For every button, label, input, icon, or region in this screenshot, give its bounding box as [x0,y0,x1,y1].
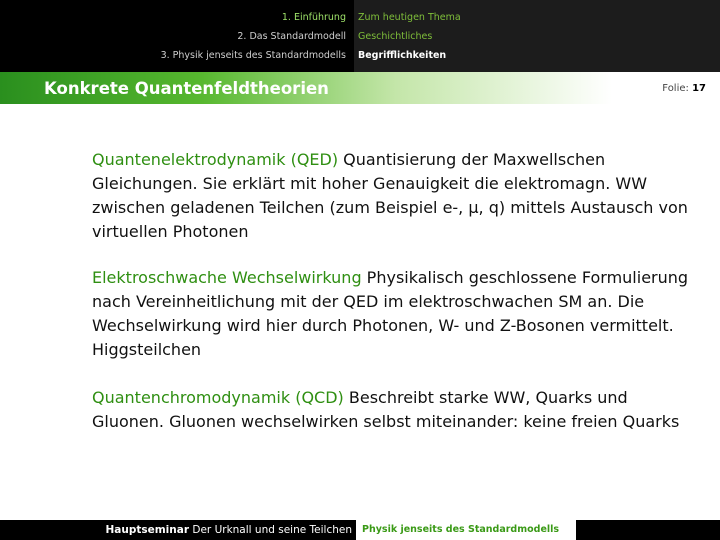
slide-number-value: 17 [692,83,706,94]
definition-paragraph [92,148,692,244]
definition-term: Quantenchromodynamik (QCD) [92,388,344,407]
slide-body [92,148,692,458]
footer-topic-box [356,520,576,540]
footer-seminar-title: Der Urknall und seine Teilchen [192,524,352,536]
definition-term: Elektroschwache Wechselwirkung [92,268,362,287]
subsection-nav-item-3[interactable]: Begrifflichkeiten [358,50,447,61]
subsection-nav-item-1[interactable]: Zum heutigen Thema [358,12,461,23]
title-bar [0,72,720,104]
definition-paragraph [92,386,692,434]
section-nav-item-3[interactable]: 3. Physik jenseits des Standardmodells [160,50,346,61]
definition-text: Physikalisch geschlossene Formulierung nach Vereinheitlichung mit der QED im elektroschwachen SM an. Die Wechselwirkung wird hier durch Photonen, W- und Z-Bosonen vermittelt. Higgsteilchen [92,268,689,359]
subsection-nav-item-2[interactable]: Geschichtliches [358,31,433,42]
footer-topic: Physik jenseits des Standardmodells [362,524,560,535]
footer-seminar-label: Hauptseminar [105,524,190,536]
slide-title: Konkrete Quantenfeldtheorien [44,79,329,98]
section-nav [0,0,354,72]
section-nav-item-1[interactable]: 1. Einführung [281,12,346,23]
definition-text: Quantisierung der Maxwellschen Gleichungen. Sie erklärt mit hoher Genauigkeit die elektromagn. WW zwischen geladenen Teilchen (zum Beispiel e-, μ, q) mittels Austausch von virtuellen Photonen [92,150,688,241]
slide-number-label: Folie: [662,83,689,94]
definition-paragraph [92,266,692,362]
section-nav-item-2[interactable]: 2. Das Standardmodell [237,31,346,42]
definition-text: Beschreibt starke WW, Quarks und Gluonen. Gluonen wechselwirken selbst miteinander: keine freien Quarks [92,388,680,431]
subsection-nav [354,0,720,72]
footer-bar [0,520,720,540]
slide-number [662,83,706,94]
navigation-header [0,0,720,72]
footer-seminar [105,524,352,536]
definition-term: Quantenelektrodynamik (QED) [92,150,339,169]
